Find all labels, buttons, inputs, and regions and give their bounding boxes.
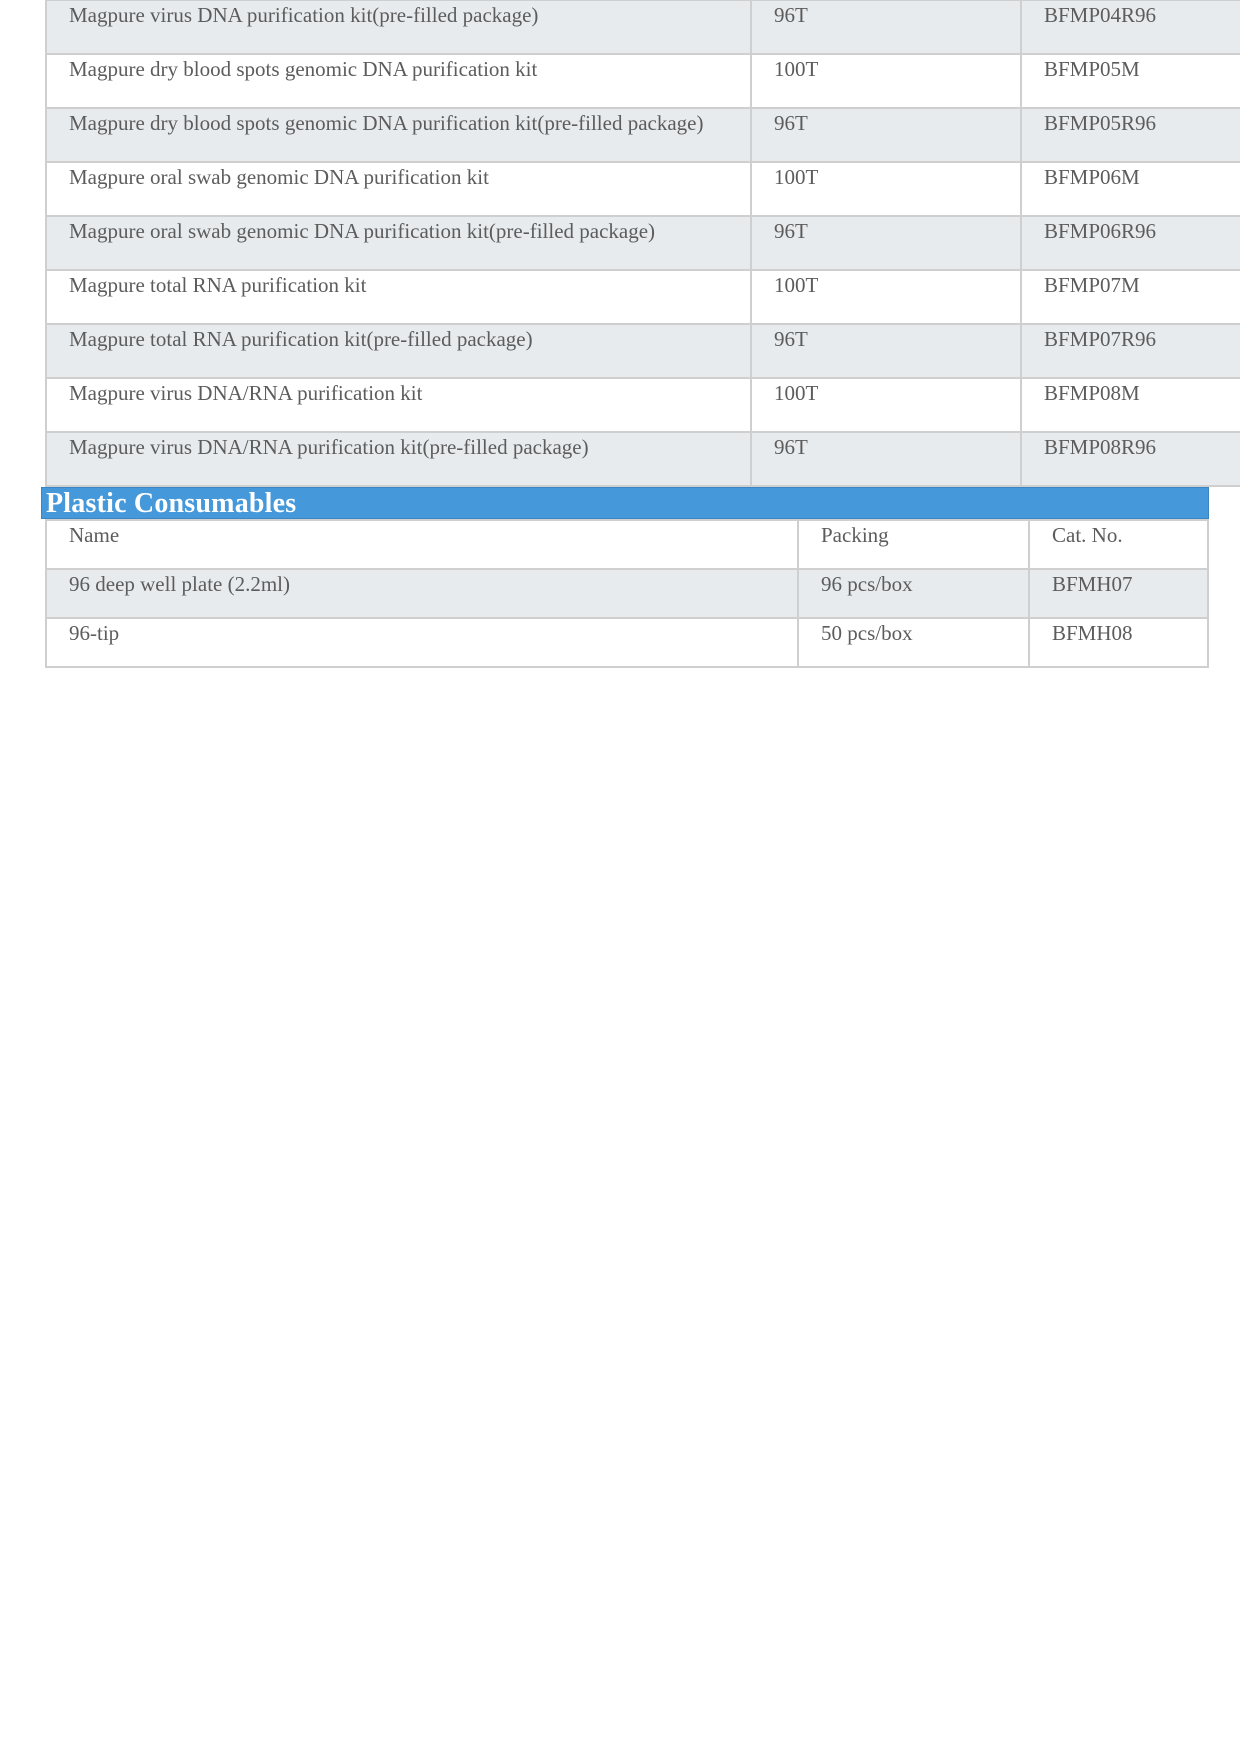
table-header-row bbox=[46, 520, 1208, 569]
packing-cell: 100T bbox=[751, 270, 1021, 324]
table-row bbox=[46, 216, 1240, 270]
packing-cell: 96T bbox=[751, 216, 1021, 270]
packing-cell: 96T bbox=[751, 432, 1021, 486]
column-header-name: Name bbox=[46, 520, 798, 569]
packing-cell: 96T bbox=[751, 324, 1021, 378]
table-row bbox=[46, 270, 1240, 324]
table-row bbox=[46, 54, 1240, 108]
section-header-plastic-consumables: Plastic Consumables bbox=[41, 487, 1209, 519]
table-row bbox=[46, 378, 1240, 432]
product-name-cell: Magpure total RNA purification kit(pre-filled package) bbox=[46, 324, 751, 378]
table-row bbox=[46, 0, 1240, 54]
packing-cell: 96T bbox=[751, 108, 1021, 162]
product-name-cell: Magpure total RNA purification kit bbox=[46, 270, 751, 324]
cat-no-cell: BFMH08 bbox=[1029, 618, 1208, 667]
packing-cell: 50 pcs/box bbox=[798, 618, 1029, 667]
plastic-consumables-table bbox=[45, 519, 1209, 668]
cat-no-cell: BFMP05R96 bbox=[1021, 108, 1240, 162]
packing-cell: 96T bbox=[751, 0, 1021, 54]
cat-no-cell: BFMP05M bbox=[1021, 54, 1240, 108]
product-name-cell: Magpure oral swab genomic DNA purification kit(pre-filled package) bbox=[46, 216, 751, 270]
column-header-packing: Packing bbox=[798, 520, 1029, 569]
cat-no-cell: BFMP07M bbox=[1021, 270, 1240, 324]
product-name-cell: Magpure virus DNA/RNA purification kit(pre-filled package) bbox=[46, 432, 751, 486]
product-name-cell: 96-tip bbox=[46, 618, 798, 667]
column-header-cat-no: Cat. No. bbox=[1029, 520, 1208, 569]
packing-cell: 100T bbox=[751, 378, 1021, 432]
kits-table bbox=[45, 0, 1240, 487]
cat-no-cell: BFMP04R96 bbox=[1021, 0, 1240, 54]
product-name-cell: Magpure virus DNA/RNA purification kit bbox=[46, 378, 751, 432]
table-row bbox=[46, 432, 1240, 486]
cat-no-cell: BFMP06R96 bbox=[1021, 216, 1240, 270]
table-row bbox=[46, 569, 1208, 618]
table-row bbox=[46, 324, 1240, 378]
table-row bbox=[46, 108, 1240, 162]
packing-cell: 100T bbox=[751, 162, 1021, 216]
table-row bbox=[46, 162, 1240, 216]
product-name-cell: Magpure virus DNA purification kit(pre-filled package) bbox=[46, 0, 751, 54]
product-name-cell: Magpure dry blood spots genomic DNA purification kit(pre-filled package) bbox=[46, 108, 751, 162]
cat-no-cell: BFMP08R96 bbox=[1021, 432, 1240, 486]
product-name-cell: 96 deep well plate (2.2ml) bbox=[46, 569, 798, 618]
product-name-cell: Magpure dry blood spots genomic DNA purification kit bbox=[46, 54, 751, 108]
product-name-cell: Magpure oral swab genomic DNA purification kit bbox=[46, 162, 751, 216]
packing-cell: 96 pcs/box bbox=[798, 569, 1029, 618]
cat-no-cell: BFMP07R96 bbox=[1021, 324, 1240, 378]
packing-cell: 100T bbox=[751, 54, 1021, 108]
cat-no-cell: BFMP08M bbox=[1021, 378, 1240, 432]
cat-no-cell: BFMH07 bbox=[1029, 569, 1208, 618]
table-row bbox=[46, 618, 1208, 667]
cat-no-cell: BFMP06M bbox=[1021, 162, 1240, 216]
